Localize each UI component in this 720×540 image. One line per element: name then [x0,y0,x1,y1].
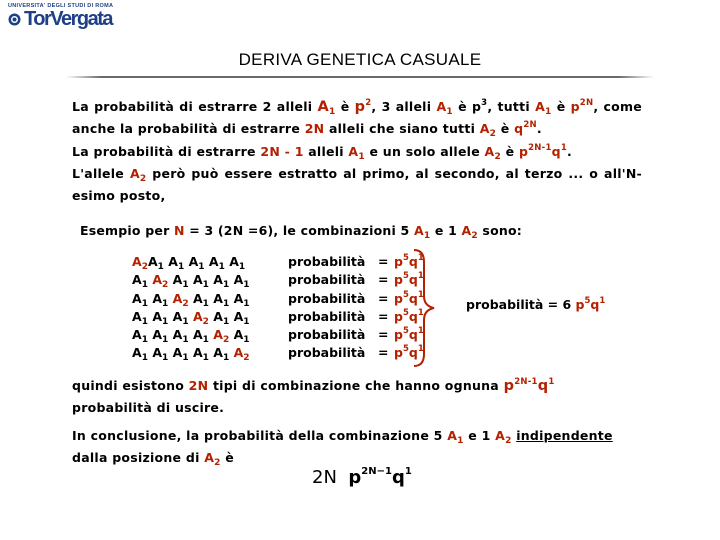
combination-row [132,345,432,363]
symbol-p: p [575,297,585,312]
superscript: 5 [584,296,591,306]
subscript: 1 [141,353,148,364]
text-2n: 2N [304,121,325,137]
symbol-q: q [590,297,600,312]
subscript: 2 [202,316,209,327]
allele-symbol: A [192,308,203,324]
subscript: 1 [141,298,148,309]
text: Esempio per [80,223,174,238]
symbol: p [394,272,403,288]
superscript: 5 [402,271,409,282]
text: . [567,143,572,159]
final-formula [312,467,412,488]
text: tipi di combinazione che hanno ognuna [208,378,504,393]
allele-symbol: A [152,327,162,343]
subscript: 2 [222,335,230,346]
allele-symbol: A [317,99,329,115]
allele-symbol: A [348,143,359,159]
subscript: 1 [162,353,169,364]
superscript: 2N-1 [514,377,538,387]
subscript: 1 [457,436,464,446]
symbol: p [394,254,403,269]
text: La probabilità di estrarre 2 alleli [72,99,318,114]
allele-symbol: A [192,290,203,306]
symbol-n: N [174,223,185,238]
text: e un solo allele [364,143,485,159]
allele-symbol: A [132,308,142,324]
allele-symbol: A [132,290,142,306]
allele-symbol: A [535,99,545,114]
logo-university-line: UNIVERSITA' DEGLI STUDI DI ROMA [8,3,114,9]
subscript: 1 [238,262,246,272]
allele-symbol: A [172,308,183,324]
subscript: 1 [222,298,230,309]
subscript: 1 [141,335,148,346]
symbol: p [394,308,403,324]
equals-sign: = [378,254,389,269]
subscript: 1 [198,262,205,272]
symbol: q [408,272,418,288]
allele-symbol: A [233,345,244,361]
text: In conclusione, la probabilità della combinazione 5 [72,428,448,443]
allele-symbol: A [172,272,183,288]
text: è [501,143,519,159]
superscript: 1 [417,307,424,318]
combination-row [132,291,432,309]
allele-symbol: A [204,450,215,466]
symbol: q [408,254,418,269]
text-2n: 2N [312,467,337,488]
text: , come anche la probabilità di estrarre [72,99,642,137]
allele-symbol: A [413,223,424,238]
subscript: 1 [329,107,336,117]
subscript: 2 [162,280,169,291]
equals-sign: = [378,308,389,324]
subscript: 1 [218,262,225,272]
subscript: 1 [162,316,169,327]
subscript: 1 [202,353,209,364]
subscript: 1 [243,298,250,309]
types-paragraph [72,376,642,418]
allele-symbol: A [172,345,183,361]
text: , tutti [487,99,536,114]
subscript: 1 [177,262,185,272]
allele-symbol: A [147,254,158,269]
superscript: 5 [402,344,409,355]
allele-symbol: A [152,272,162,288]
symbol: q [408,327,418,343]
underlined-word: indipendente [516,428,613,443]
text: La probabilità di estrarre [72,143,261,159]
superscript: 1 [599,296,606,306]
symbol-q: q [391,467,405,488]
text-2n-minus-1: 2N - 1 [260,143,304,159]
allele-symbol: A [192,272,203,288]
logo-name: TorVergata [24,8,112,30]
equals-sign: = [378,272,389,288]
allele-symbol: A [192,327,203,343]
combination-list [132,254,432,364]
probability-label: probabilità [288,345,366,361]
allele-symbol: A [168,254,178,269]
subscript: 2 [214,458,221,469]
subscript: 1 [222,353,230,364]
combination-row [132,254,432,272]
symbol: q [408,345,418,361]
text: è p [452,99,482,114]
superscript: 5 [402,253,409,263]
allele-symbol: A [152,345,162,361]
text: però può essere estratto al primo, al secondo, al terzo ... o all'N-esimo posto, [72,165,642,204]
probability-label: probabilità [288,272,366,288]
subscript: 1 [162,335,169,346]
subscript: 1 [545,107,552,117]
subscript: 1 [162,298,169,309]
allele-sequence [132,272,250,291]
symbol-p: p [348,467,362,488]
superscript: 5 [402,326,409,337]
allele-symbol: A [213,345,223,361]
allele-symbol: A [192,345,203,361]
allele-sequence [132,345,250,364]
text: e 1 [463,428,496,443]
symbol-p: p [570,99,580,114]
conclusion-paragraph [72,426,642,471]
allele-symbol: A [495,428,506,443]
subscript: 2 [494,151,501,162]
subscript: 2 [182,298,189,309]
text: è [220,450,235,466]
symbol-p: p [503,378,515,394]
allele-symbol: A [461,223,472,238]
superscript: 2N−1 [361,466,392,477]
text: è [496,121,515,137]
probability-label: probabilità [288,327,366,343]
allele-symbol: A [129,165,140,181]
symbol-q: q [514,121,524,137]
text: L'allele [72,165,130,181]
subscript: 2 [139,173,147,184]
allele-symbol: A [213,327,223,343]
symbol: p [394,345,403,361]
symbol-p: p [518,143,529,159]
allele-sequence [132,327,250,346]
subscript: 1 [182,316,189,327]
symbol: q [408,308,418,324]
allele-sequence [132,254,246,272]
allele-symbol: A [172,290,183,306]
symbol: p [394,290,403,306]
superscript: 2N [579,98,594,108]
text: probabilità di uscire. [72,400,225,416]
allele-symbol: A [436,99,447,114]
allele-symbol: A [132,327,142,343]
subscript: 1 [141,316,148,327]
subscript: 1 [157,262,164,272]
subscript: 1 [182,335,189,346]
text: è [551,99,571,114]
allele-symbol: A [233,308,244,324]
allele-symbol: A [152,290,162,306]
allele-symbol: A [233,290,244,306]
right-brace-icon [410,248,450,368]
subscript: 1 [222,280,230,291]
subscript: 1 [446,107,453,117]
superscript: 2 [365,98,372,108]
allele-symbol: A [188,254,199,269]
superscript: 1 [404,466,412,477]
allele-symbol: A [479,121,490,137]
superscript: 5 [402,307,409,318]
text: alleli [303,143,349,159]
text: = 3 (2N =6), le combinazioni 5 [184,223,414,238]
symbol: q [408,290,418,306]
allele-symbol: A [152,308,162,324]
superscript: 3 [481,98,488,108]
subscript: 2 [505,436,512,446]
subscript: 2 [243,353,250,364]
superscript: 1 [417,271,424,282]
subscript: 1 [222,316,230,327]
subscript: 1 [243,316,250,327]
text: . [536,121,542,137]
combination-row [132,327,432,345]
allele-symbol: A [447,428,458,443]
subscript: 1 [358,151,365,162]
text: dalla posizione di [72,450,205,466]
superscript: 2N [523,120,537,131]
subscript: 2 [141,262,148,272]
example-heading [80,223,522,241]
equals-sign: = [378,290,389,306]
allele-symbol: A [213,308,223,324]
slide-title: DERIVA GENETICA CASUALE [238,50,482,69]
allele-symbol: A [172,327,183,343]
combination-row [132,309,432,327]
probability-label: probabilità [288,254,366,269]
subscript: 1 [243,280,250,291]
superscript: 1 [417,344,424,355]
allele-symbol: A [233,327,244,343]
equals-sign: = [378,345,389,361]
subscript: 2 [471,231,478,241]
subscript: 1 [243,335,250,346]
subscript: 1 [202,335,209,346]
superscript: 1 [560,142,567,153]
symbol-p: p [354,99,366,115]
combination-row [132,272,432,290]
symbol-q: q [551,143,561,159]
text: quindi esistono [72,378,189,393]
superscript: 1 [417,289,424,300]
probability-label: probabilità [288,290,366,306]
superscript: 2N-1 [528,142,552,153]
allele-symbol: A [132,345,142,361]
allele-symbol: A [208,254,219,269]
intro-paragraph [72,97,642,205]
probability-summary [466,297,605,312]
allele-symbol: A [233,272,244,288]
text: alleli che siano tutti [324,121,480,137]
university-seal-icon [8,13,21,26]
superscript: 1 [548,377,555,387]
text-2n: 2N [188,378,209,393]
equals-sign: = [378,327,389,343]
subscript: 1 [202,280,209,291]
superscript: 1 [417,326,424,337]
allele-sequence [132,290,250,309]
text: probabilità = 6 [466,297,576,312]
allele-symbol: A [213,290,223,306]
probability-label: probabilità [288,308,366,324]
allele-sequence [132,308,250,327]
text: è [335,99,355,114]
subscript: 1 [141,280,148,291]
superscript: 5 [402,289,409,300]
allele-symbol: A [484,143,495,159]
allele-symbol: A [229,254,239,269]
title-underline-divider [66,76,654,78]
allele-symbol: A [213,272,223,288]
subscript: 1 [202,298,209,309]
subscript: 1 [423,231,431,241]
text: , 3 alleli [371,99,437,114]
text: e 1 [430,223,462,238]
superscript: 1 [417,253,424,263]
text: sono: [477,223,522,238]
allele-symbol: A [132,254,142,269]
subscript: 1 [182,353,189,364]
allele-symbol: A [132,272,142,288]
subscript: 1 [182,280,189,291]
symbol: p [394,327,403,343]
symbol-q: q [537,378,549,394]
university-logo [8,3,138,33]
subscript: 2 [489,129,497,140]
